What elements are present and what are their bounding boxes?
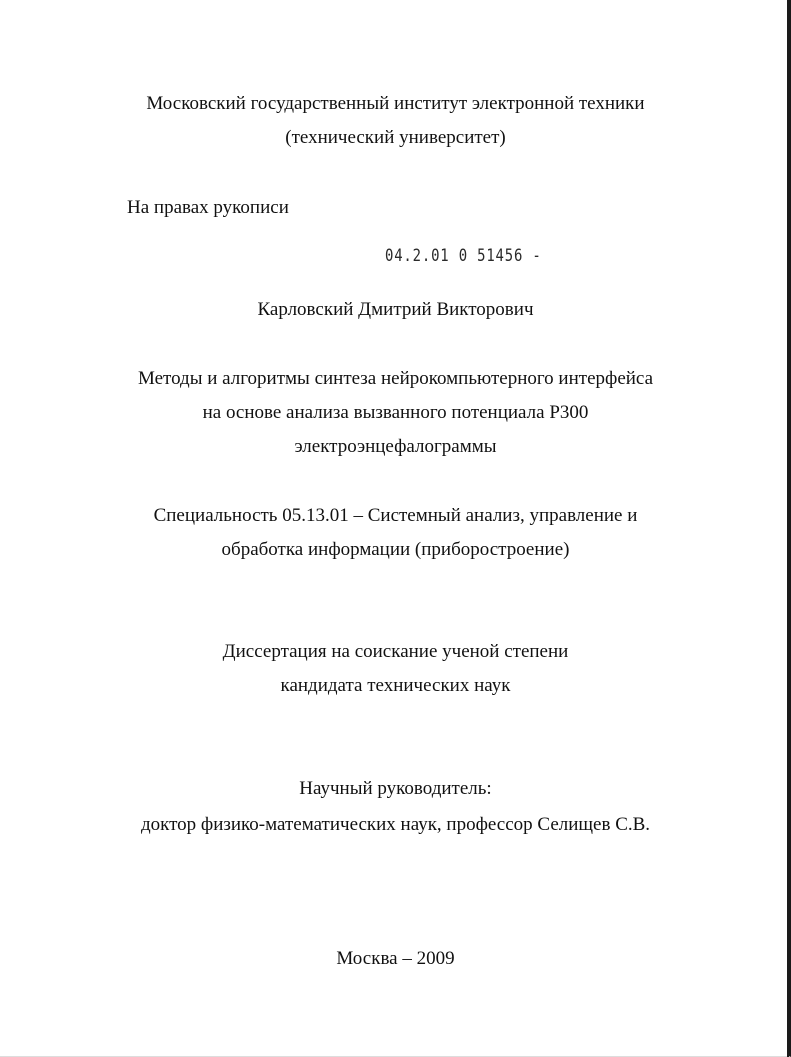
supervisor-label: Научный руководитель:	[299, 778, 492, 799]
place-and-year: Москва – 2009	[336, 948, 455, 969]
dissertation-title-line-1: Методы и алгоритмы синтеза нейрокомпьютерного интерфейса	[137, 368, 654, 389]
institution-name: Московский государственный институт электронной техники	[146, 93, 645, 114]
registration-stamp: 04.2.01 0 51456 -	[385, 246, 542, 266]
dissertation-title-line-2: на основе анализа вызванного потенциала Р300	[202, 402, 589, 423]
supervisor-name: доктор физико-математических наук, профессор Селищев С.В.	[140, 814, 651, 835]
specialty-line-1: Специальность 05.13.01 – Системный анализ, управление и	[153, 505, 638, 526]
degree-line-1: Диссертация на соискание ученой степени	[222, 641, 569, 662]
dissertation-title-line-3: электроэнцефалограммы	[294, 436, 497, 457]
author-name: Карловский Дмитрий Викторович	[257, 299, 534, 320]
degree-line-2: кандидата технических наук	[280, 675, 511, 696]
scan-edge-line	[787, 0, 789, 1057]
specialty-line-2: обработка информации (приборостроение)	[221, 539, 570, 560]
manuscript-note: На правах рукописи	[127, 197, 289, 218]
institution-subtitle: (технический университет)	[285, 127, 506, 148]
